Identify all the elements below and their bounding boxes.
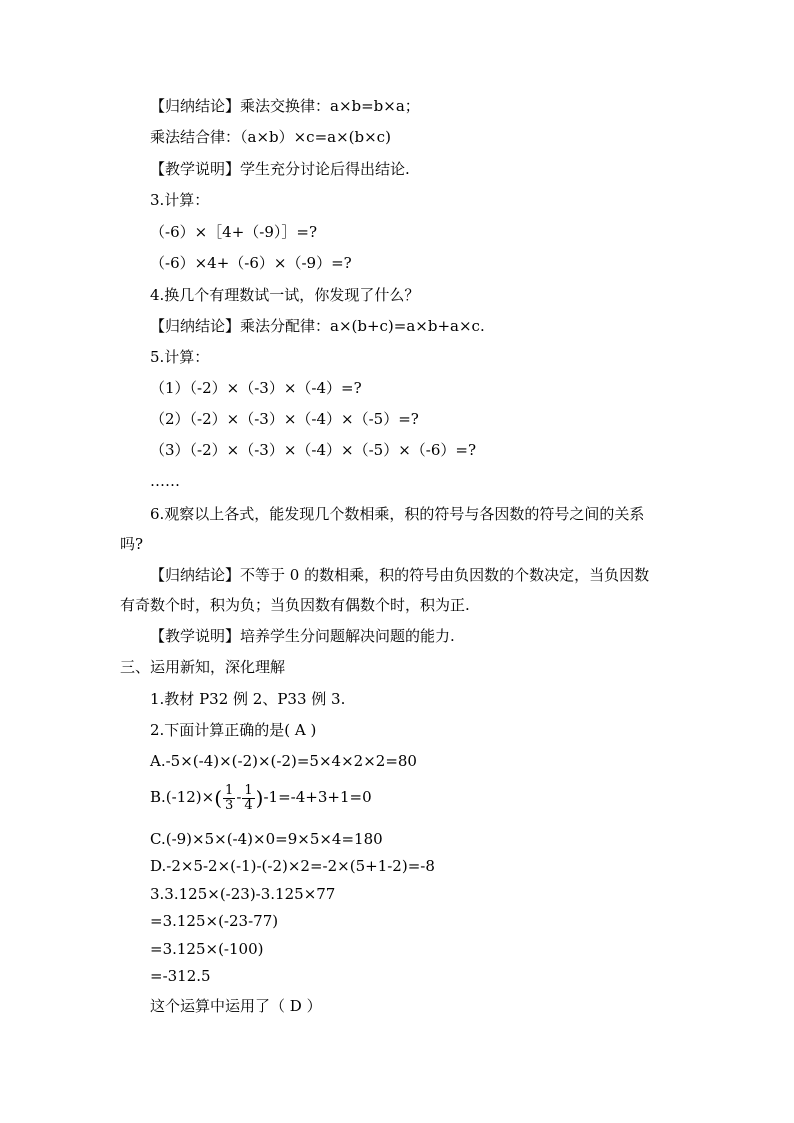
teaching-note-1: 【教学说明】学生充分讨论后得出结论. — [150, 160, 410, 178]
option-d: D.-2×5-2×(-1)-(-2)×2=-2×(5+1-2)=-8 — [150, 857, 435, 875]
question-2-stem: 2.下面计算正确的是( A ) — [150, 721, 317, 739]
fraction-one-third — [223, 784, 235, 813]
fraction-numerator: 1 — [244, 782, 253, 798]
item-5-expr-3: （3）（-2）×（-3）×（-4）×（-5）×（-6）=? — [150, 441, 476, 459]
ellipsis: …… — [150, 472, 180, 490]
item-4-question: 4.换几个有理数试一试，你发现了什么？ — [150, 286, 420, 304]
question-3-prompt: 这个运算中运用了（ D ） — [150, 997, 322, 1015]
fraction-denominator: 3 — [225, 797, 234, 813]
question-3-step-2: =3.125×(-100) — [150, 940, 264, 958]
section-3-heading: 三、运用新知，深化理解 — [120, 658, 286, 676]
sign-rule-line-1: 【归纳结论】不等于 0 的数相乘，积的符号由负因数的个数决定，当负因数 — [150, 566, 650, 584]
conclusion-commutative: 【归纳结论】乘法交换律：a×b=b×a； — [150, 97, 420, 115]
fraction-one-fourth — [242, 784, 254, 813]
option-b-suffix: -1=-4+3+1=0 — [263, 788, 372, 806]
minus-sign: - — [236, 788, 242, 806]
item-5-expr-2: （2）（-2）×（-3）×（-4）×（-5）=? — [150, 410, 419, 428]
option-b — [150, 780, 372, 815]
question-3-expr: 3.3.125×(-23)-3.125×77 — [150, 885, 336, 903]
conclusion-distributive: 【归纳结论】乘法分配律：a×(b+c)=a×b+a×c. — [150, 317, 485, 335]
item-6-question — [120, 503, 680, 555]
question-3-result: =-312.5 — [150, 967, 211, 985]
open-paren: ( — [214, 786, 223, 810]
conclusion-sign-rule — [120, 564, 680, 616]
item-textbook-examples: 1.教材 P32 例 2、P33 例 3. — [150, 690, 346, 708]
item-5-expr-1: （1）（-2）×（-3）×（-4）=? — [150, 379, 362, 397]
associative-law: 乘法结合律：（a×b）×c=a×(b×c) — [150, 128, 391, 146]
option-b-prefix: B.(-12)× — [150, 788, 215, 806]
item-6-line-2: 吗? — [120, 535, 144, 553]
sign-rule-line-2: 有奇数个时，积为负；当负因数有偶数个时，积为正. — [120, 596, 470, 614]
question-3-step-1: =3.125×(-23-77) — [150, 912, 279, 930]
item-3-expr-2: （-6）×4+（-6）×（-9）=? — [150, 254, 352, 272]
item-3-heading: 3.计算： — [150, 191, 210, 209]
option-c: C.(-9)×5×(-4)×0=9×5×4=180 — [150, 830, 383, 848]
option-a: A.-5×(-4)×(-2)×(-2)=5×4×2×2=80 — [150, 752, 417, 770]
item-6-line-1: 6.观察以上各式，能发现几个数相乘，积的符号与各因数的符号之间的关系 — [150, 505, 645, 523]
item-5-heading: 5.计算： — [150, 348, 210, 366]
close-paren: ) — [255, 786, 264, 810]
fraction-numerator: 1 — [225, 782, 234, 798]
fraction-denominator: 4 — [244, 797, 253, 813]
item-3-expr-1: （-6）×［4+（-9）］=? — [150, 223, 318, 241]
teaching-note-2: 【教学说明】培养学生分问题解决问题的能力. — [150, 627, 455, 645]
